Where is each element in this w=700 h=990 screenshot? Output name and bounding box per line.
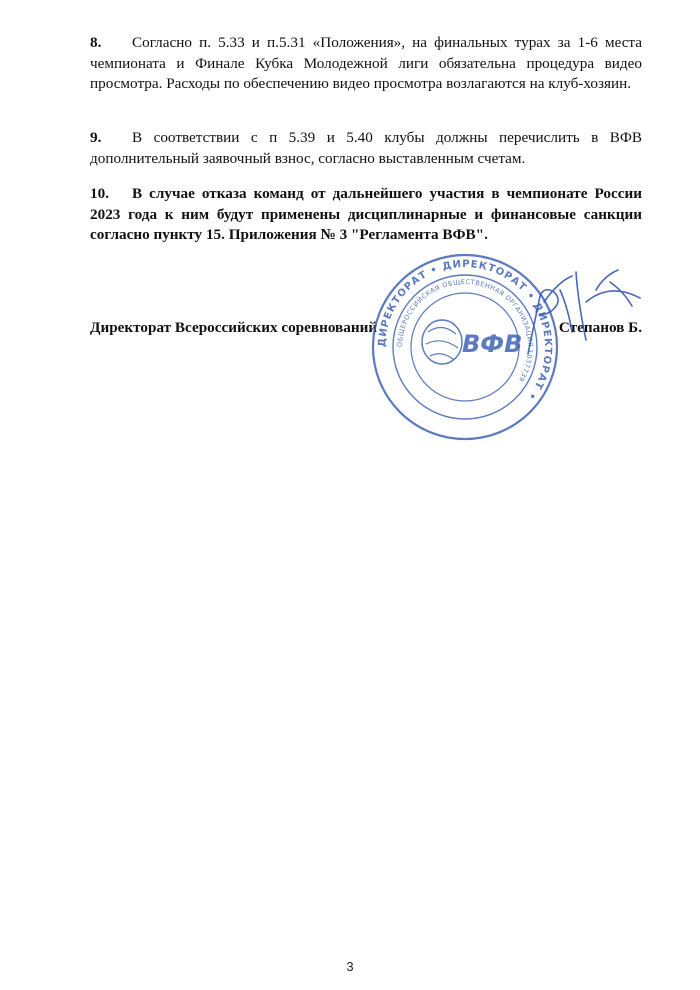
paragraph-text: В соответствии с п 5.39 и 5.40 клубы должны перечислить в ВФВ дополнительный заявочный взнос, согласно выставленным счетам. (90, 129, 642, 167)
stamp-inner-text: ОБЩЕРОССИЙСКАЯ ОБЩЕСТВЕННАЯ ОРГАНИЗАЦИЯ 1037739 (395, 277, 535, 384)
page-number: 3 (346, 959, 354, 974)
signatory-name: Степанов Б. (558, 319, 642, 336)
paragraph-8 (90, 33, 642, 95)
paragraph-number: 9. (90, 129, 102, 146)
paragraph-10 (90, 184, 642, 246)
paragraph-text: Согласно п. 5.33 и п.5.31 «Положения», на финальных турах за 1-6 места чемпионата и Финале Кубка Молодежной лиги обязательна процедура видео просмотра. Расходы по обеспечению видео просмотра возлагаются на клуб-хозяин. (90, 34, 642, 93)
paragraph-text: В случае отказа команд от дальнейшего участия в чемпионате России 2023 года к ним будут применены дисциплинарные и финансовые санкции согласно пункту 15. Приложения № 3 "Регламента ВФВ". (90, 185, 642, 244)
paragraph-number: 8. (90, 34, 102, 51)
stamp-logo-text: ВФВ (462, 330, 523, 358)
signatory-organization: Директорат Всероссийских соревнований (90, 319, 378, 336)
handwritten-signature (500, 262, 650, 362)
paragraph-9 (90, 128, 642, 169)
paragraph-number: 10. (90, 185, 109, 202)
stamp-outer-text: ДИРЕКТОРАТ • ДИРЕКТОРАТ • ДИРЕКТОРАТ • (376, 258, 554, 403)
